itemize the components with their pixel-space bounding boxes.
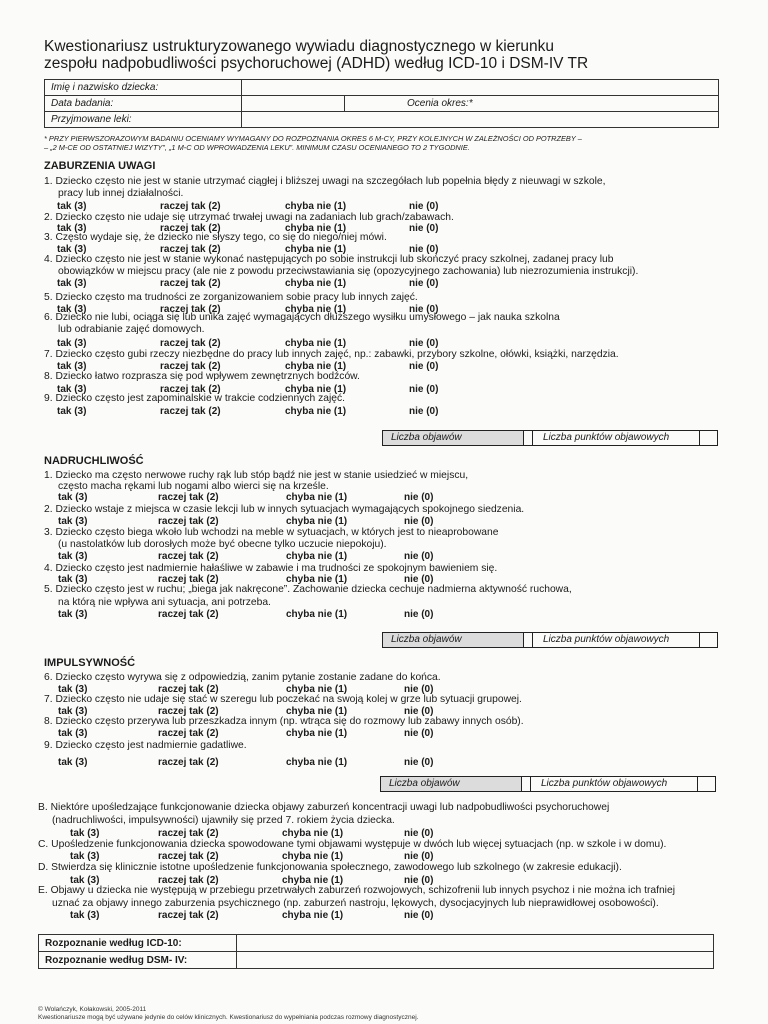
criteria-item-1-option-no[interactable]: nie (0) <box>404 828 434 839</box>
criteria-item-4-option-yes[interactable]: tak (3) <box>70 910 100 921</box>
attention-item-7-option-no[interactable]: nie (0) <box>409 361 439 372</box>
attention-item-5-option-yes[interactable]: tak (3) <box>57 304 87 315</box>
attention-item-9-option-yes[interactable]: tak (3) <box>57 406 87 417</box>
footer-copyright: © Wolańczyk, Kołakowski, 2005-2011 <box>38 1006 147 1013</box>
attention-item-9-option-no[interactable]: nie (0) <box>409 406 439 417</box>
impulsivity-item-2-option-yes[interactable]: tak (3) <box>58 706 88 717</box>
attention-item-8-option-yes[interactable]: tak (3) <box>57 384 87 395</box>
impulsivity-item-4-option-no[interactable]: nie (0) <box>404 757 434 768</box>
document-title <box>44 38 744 72</box>
attention-item-4-text: 4. Dziecko często nie jest w stanie wykonać następujących po sobie instrukcji lub skończyć pracy szkolnej, zadanej pracy lub <box>44 254 614 265</box>
attention-item-2-text: 2. Dziecko często nie udaje się utrzymać trwałej uwagi na zadaniach lub grach/zabawach. <box>44 212 454 223</box>
attention-item-5-text: 5. Dziecko często ma trudności ze zorganizowaniem sobie pracy lub innych zajęć. <box>44 292 418 303</box>
hyperactivity-item-5-text: na którą nie wpływa ani sytuacja, ani potrzeba. <box>58 597 271 608</box>
criteria-item-3-option-no[interactable]: nie (0) <box>404 875 434 886</box>
title-line-2: zespołu nadpobudliwości psychoruchowej (ADHD) według ICD-10 i DSM-IV TR <box>44 55 589 72</box>
attention-item-6-text: lub odrabianie zajęć domowych. <box>58 324 205 335</box>
symptom-points-label: Liczba punktów objawowych <box>533 431 700 445</box>
impulsivity-item-3-option-yes[interactable]: tak (3) <box>58 728 88 739</box>
criteria-item-4-text: E. Objawy u dziecka nie występują w przebiegu przetrwałych zaburzeń rozwojowych, schizofrenii lub innych psychoz i nie można ich trafniej <box>38 885 675 896</box>
attention-item-7-option-yes[interactable]: tak (3) <box>57 361 87 372</box>
criteria-item-2-option-yes[interactable]: tak (3) <box>70 851 100 862</box>
criteria-item-3-text: D. Stwierdza się klinicznie istotne upośledzenie funkcjonowania społecznego, zawodowego lub szkolnego (w zakresie edukacji). <box>38 862 622 873</box>
hyperactivity-item-4-text: 4. Dziecko często jest nadmiernie hałaśliwe w zabawie i ma trudności ze spokojnym bawieniem się. <box>44 563 498 574</box>
attention-item-6-text: 6. Dziecko nie lubi, ociąga się lub unika zajęć wymagających dłuższego wysiłku umysłowego – jak nauka szkolna <box>44 312 560 323</box>
impulsivity-item-3-option-maybe-not[interactable]: chyba nie (1) <box>286 728 348 739</box>
note-line-1: * PRZY PIERWSZORAZOWYM BADANIU OCENIAMY WYMAGANY DO ROZPOZNANIA OKRES 6 M-CY, PRZY KOLEJNYCH W ZALEŻNOŚCI OD POTRZEBY – <box>44 134 582 143</box>
hyperactivity-item-3-text: 3. Dziecko często biega wkoło lub wchodzi na meble w sytuacjach, w których jest to nieaprobowane <box>44 527 499 538</box>
criteria-item-3-option-yes[interactable]: tak (3) <box>70 875 100 886</box>
hyperactivity-item-3-option-yes[interactable]: tak (3) <box>58 551 88 562</box>
criteria-item-4-option-maybe-not[interactable]: chyba nie (1) <box>282 910 344 921</box>
criteria-item-2-option-no[interactable]: nie (0) <box>404 851 434 862</box>
attention-item-3-option-rather[interactable]: raczej tak (2) <box>160 244 221 255</box>
attention-item-2-option-maybe-not[interactable]: chyba nie (1) <box>285 223 347 234</box>
hyperactivity-item-4-option-no[interactable]: nie (0) <box>404 574 434 585</box>
hyperactivity-item-1-text: 1. Dziecko ma często nerwowe ruchy rąk lub stóp bądź nie jest w stanie usiedzieć w miejscu, <box>44 470 469 481</box>
hyperactivity-item-2-option-rather[interactable]: raczej tak (2) <box>158 516 219 527</box>
symptom-points-field[interactable] <box>700 633 717 647</box>
header-table <box>44 79 719 128</box>
hyperactivity-item-5-option-no[interactable]: nie (0) <box>404 609 434 620</box>
attention-item-1-text: pracy lub innej działalności. <box>58 188 184 199</box>
attention-item-3-option-maybe-not[interactable]: chyba nie (1) <box>285 244 347 255</box>
attention-item-1-option-no[interactable]: nie (0) <box>409 201 439 212</box>
criteria-item-2-option-maybe-not[interactable]: chyba nie (1) <box>282 851 344 862</box>
hyperactivity-item-1-option-no[interactable]: nie (0) <box>404 492 434 503</box>
hyperactivity-item-5-option-maybe-not[interactable]: chyba nie (1) <box>286 609 348 620</box>
criteria-item-4-option-no[interactable]: nie (0) <box>404 910 434 921</box>
impulsivity-item-1-option-yes[interactable]: tak (3) <box>58 684 88 695</box>
criteria-item-3-option-maybe-not[interactable]: chyba nie (1) <box>282 875 344 886</box>
criteria-item-4-option-rather[interactable]: raczej tak (2) <box>158 910 219 921</box>
attention-item-7-text: 7. Dziecko często gubi rzeczy niezbędne do pracy lub innych zajęć, np.: zabawki, przybory szkolne, ołówki, książki, narzędzia. <box>44 349 619 360</box>
attention-item-3-text: 3. Często wydaje się, że dziecko nie słyszy tego, co się do niego/niej mówi. <box>44 232 387 243</box>
symptom-points-label: Liczba punktów objawowych <box>531 777 698 791</box>
attention-item-6-option-no[interactable]: nie (0) <box>409 338 439 349</box>
criteria-item-1-option-rather[interactable]: raczej tak (2) <box>158 828 219 839</box>
attention-item-6-option-yes[interactable]: tak (3) <box>57 338 87 349</box>
criteria-item-2-text: C. Upośledzenie funkcjonowania dziecka spowodowane tymi objawami występuje w dwóch lub więcej sytuacjach (np. w szkole i w domu). <box>38 839 667 850</box>
hyperactivity-item-2-option-maybe-not[interactable]: chyba nie (1) <box>286 516 348 527</box>
footer-usage: Kwestionariusze mogą być używane jedynie do celów klinicznych. Kwestionariusz do wypełniania podczas rozmowy diagnostycznej. <box>38 1014 419 1021</box>
hyperactivity-summary-box <box>382 632 718 648</box>
impulsivity-item-1-text: 6. Dziecko często wyrywa się z odpowiedzią, zanim pytanie zostanie zadane do końca. <box>44 672 441 683</box>
section-title-attention: ZABURZENIA UWAGI <box>44 160 156 172</box>
criteria-item-4-text: uznać za objawy innego zaburzenia psychicznego (np. zaburzeń nastroju, lękowych, dysocjacyjnych lub nieprawidłowej osobowości). <box>52 898 659 909</box>
hyperactivity-item-4-option-rather[interactable]: raczej tak (2) <box>158 574 219 585</box>
attention-item-4-option-rather[interactable]: raczej tak (2) <box>160 278 221 289</box>
hyperactivity-item-1-text: często macha rękami lub nogami albo wierci się na krześle. <box>58 481 329 492</box>
attention-item-4-option-no[interactable]: nie (0) <box>409 278 439 289</box>
footer <box>38 1006 418 1022</box>
attention-item-4-option-maybe-not[interactable]: chyba nie (1) <box>285 278 347 289</box>
attention-item-2-option-yes[interactable]: tak (3) <box>57 223 87 234</box>
symptom-count-label: Liczba objawów <box>381 777 522 791</box>
attention-item-2-option-rather[interactable]: raczej tak (2) <box>160 223 221 234</box>
title-line-1: Kwestionariusz ustrukturyzowanego wywiadu diagnostycznego w kierunku <box>44 38 555 55</box>
impulsivity-item-4-option-maybe-not[interactable]: chyba nie (1) <box>286 757 348 768</box>
attention-item-9-option-maybe-not[interactable]: chyba nie (1) <box>285 406 347 417</box>
impulsivity-item-1-option-rather[interactable]: raczej tak (2) <box>158 684 219 695</box>
section-title-hyperactivity: NADRUCHLIWOŚĆ <box>44 455 144 467</box>
hyperactivity-item-2-option-yes[interactable]: tak (3) <box>58 516 88 527</box>
attention-item-3-option-yes[interactable]: tak (3) <box>57 244 87 255</box>
attention-item-8-option-maybe-not[interactable]: chyba nie (1) <box>285 384 347 395</box>
attention-item-9-text: 9. Dziecko często jest zapominalskie w trakcie codziennych zajęć. <box>44 393 346 404</box>
symptom-count-field[interactable] <box>522 777 531 791</box>
impulsivity-item-2-option-rather[interactable]: raczej tak (2) <box>158 706 219 717</box>
hyperactivity-item-3-option-maybe-not[interactable]: chyba nie (1) <box>286 551 348 562</box>
attention-item-8-text: 8. Dziecko łatwo rozprasza się pod wpływem zewnętrznych bodźców. <box>44 371 360 382</box>
impulsivity-item-2-option-maybe-not[interactable]: chyba nie (1) <box>286 706 348 717</box>
impulsivity-item-3-option-rather[interactable]: raczej tak (2) <box>158 728 219 739</box>
attention-item-8-option-no[interactable]: nie (0) <box>409 384 439 395</box>
icd-diagnosis-field[interactable] <box>237 935 714 952</box>
impulsivity-item-4-text: 9. Dziecko często jest nadmiernie gadatliwe. <box>44 740 247 751</box>
hyperactivity-item-3-option-rather[interactable]: raczej tak (2) <box>158 551 219 562</box>
attention-summary-box <box>382 430 718 446</box>
impulsivity-item-4-option-yes[interactable]: tak (3) <box>58 757 88 768</box>
attention-item-6-option-maybe-not[interactable]: chyba nie (1) <box>285 338 347 349</box>
hyperactivity-item-3-text: (u nastolatków lub dorosłych może być obecne tylko uczucie niepokoju). <box>58 539 387 550</box>
criteria-item-2-option-rather[interactable]: raczej tak (2) <box>158 851 219 862</box>
hyperactivity-item-5-option-rather[interactable]: raczej tak (2) <box>158 609 219 620</box>
impulsivity-summary-box <box>380 776 716 792</box>
diagnosis-table <box>38 934 714 969</box>
attention-item-1-option-rather[interactable]: raczej tak (2) <box>160 201 221 212</box>
attention-item-3-option-no[interactable]: nie (0) <box>409 244 439 255</box>
hyperactivity-item-3-option-no[interactable]: nie (0) <box>404 551 434 562</box>
attention-item-1-text: 1. Dziecko często nie jest w stanie utrzymać ciągłej i bliższej uwagi na szczegółach lub popełnia błędy z nieuwagi w szkole, <box>44 176 606 187</box>
impulsivity-item-2-option-no[interactable]: nie (0) <box>404 706 434 717</box>
symptom-count-label: Liczba objawów <box>383 431 524 445</box>
note-line-2: – „2 M-CE OD OSTATNIEJ WIZYTY”, „1 M-C OD WPROWADZENIA LEKU”. MINIMUM CZASU OCENIANEGO TO 2 TYGODNIE. <box>44 143 470 152</box>
symptom-points-field[interactable] <box>698 777 715 791</box>
icd-diagnosis-label: Rozpoznanie według ICD-10: <box>39 935 237 952</box>
attention-item-9-option-rather[interactable]: raczej tak (2) <box>160 406 221 417</box>
hyperactivity-item-5-option-yes[interactable]: tak (3) <box>58 609 88 620</box>
attention-item-1-option-yes[interactable]: tak (3) <box>57 201 87 212</box>
symptom-count-label: Liczba objawów <box>383 633 524 647</box>
attention-item-4-option-yes[interactable]: tak (3) <box>57 278 87 289</box>
dsm-diagnosis-field[interactable] <box>237 952 714 969</box>
symptom-points-field[interactable] <box>700 431 717 445</box>
attention-item-7-option-rather[interactable]: raczej tak (2) <box>160 361 221 372</box>
attention-item-5-option-no[interactable]: nie (0) <box>409 304 439 315</box>
impulsivity-item-2-text: 7. Dziecko często nie udaje się stać w szeregu lub poczekać na swoją kolej w grze lub sytuacji grupowej. <box>44 694 522 705</box>
criteria-item-1-option-maybe-not[interactable]: chyba nie (1) <box>282 828 344 839</box>
hyperactivity-item-2-option-no[interactable]: nie (0) <box>404 516 434 527</box>
symptom-count-field[interactable] <box>524 633 533 647</box>
attention-item-7-option-maybe-not[interactable]: chyba nie (1) <box>285 361 347 372</box>
instruction-note <box>44 134 724 152</box>
impulsivity-item-1-option-maybe-not[interactable]: chyba nie (1) <box>286 684 348 695</box>
attention-item-1-option-maybe-not[interactable]: chyba nie (1) <box>285 201 347 212</box>
attention-item-2-option-no[interactable]: nie (0) <box>409 223 439 234</box>
attention-item-8-option-rather[interactable]: raczej tak (2) <box>160 384 221 395</box>
dsm-diagnosis-label: Rozpoznanie według DSM- IV: <box>39 952 237 969</box>
impulsivity-item-4-option-rather[interactable]: raczej tak (2) <box>158 757 219 768</box>
symptom-count-field[interactable] <box>524 431 533 445</box>
impulsivity-item-3-option-no[interactable]: nie (0) <box>404 728 434 739</box>
name-field[interactable] <box>242 80 719 96</box>
attention-item-5-option-rather[interactable]: raczej tak (2) <box>160 304 221 315</box>
impulsivity-item-3-text: 8. Dziecko często przerywa lub przeszkadza innym (np. wtrąca się do rozmowy lub zabawy innych osób). <box>44 716 524 727</box>
hyperactivity-item-4-option-yes[interactable]: tak (3) <box>58 574 88 585</box>
date-field[interactable] <box>242 96 345 112</box>
date-label: Data badania: <box>45 96 242 112</box>
attention-item-4-text: obowiązków w miejscu pracy (ale nie z powodu przeciwstawiania się (opozycyjnego zachowania) lub niezrozumienia instrukcji). <box>58 266 639 277</box>
section-title-impulsivity: IMPULSYWNOŚĆ <box>44 657 136 669</box>
hyperactivity-item-4-option-maybe-not[interactable]: chyba nie (1) <box>286 574 348 585</box>
hyperactivity-item-1-option-yes[interactable]: tak (3) <box>58 492 88 503</box>
name-label: Imię i nazwisko dziecka: <box>45 80 242 96</box>
criteria-item-1-text: B. Niektóre upośledzające funkcjonowanie dziecka objawy zaburzeń koncentracji uwagi lub nadpobudliwości psychoruchowej <box>38 802 610 813</box>
hyperactivity-item-1-option-maybe-not[interactable]: chyba nie (1) <box>286 492 348 503</box>
medication-label: Przyjmowane leki: <box>45 112 242 128</box>
symptom-points-label: Liczba punktów objawowych <box>533 633 700 647</box>
attention-item-5-option-maybe-not[interactable]: chyba nie (1) <box>285 304 347 315</box>
hyperactivity-item-5-text: 5. Dziecko często jest w ruchu; „biega jak nakręcone”. Zachowanie dziecka cechuje nadmierna aktywność ruchowa, <box>44 584 572 595</box>
hyperactivity-item-2-text: 2. Dziecko wstaje z miejsca w czasie lekcji lub w innych sytuacjach wymagających spokojnego siedzenia. <box>44 504 525 515</box>
criteria-item-1-option-yes[interactable]: tak (3) <box>70 828 100 839</box>
hyperactivity-item-1-option-rather[interactable]: raczej tak (2) <box>158 492 219 503</box>
criteria-item-1-text: (nadruchliwości, impulsywności) ujawniły się przed 7. rokiem życia dziecka. <box>52 815 395 826</box>
criteria-item-3-option-rather[interactable]: raczej tak (2) <box>158 875 219 886</box>
rated-period-label: Ocenia okres:* <box>345 96 719 112</box>
impulsivity-item-1-option-no[interactable]: nie (0) <box>404 684 434 695</box>
attention-item-6-option-rather[interactable]: raczej tak (2) <box>160 338 221 349</box>
medication-field[interactable] <box>242 112 719 128</box>
